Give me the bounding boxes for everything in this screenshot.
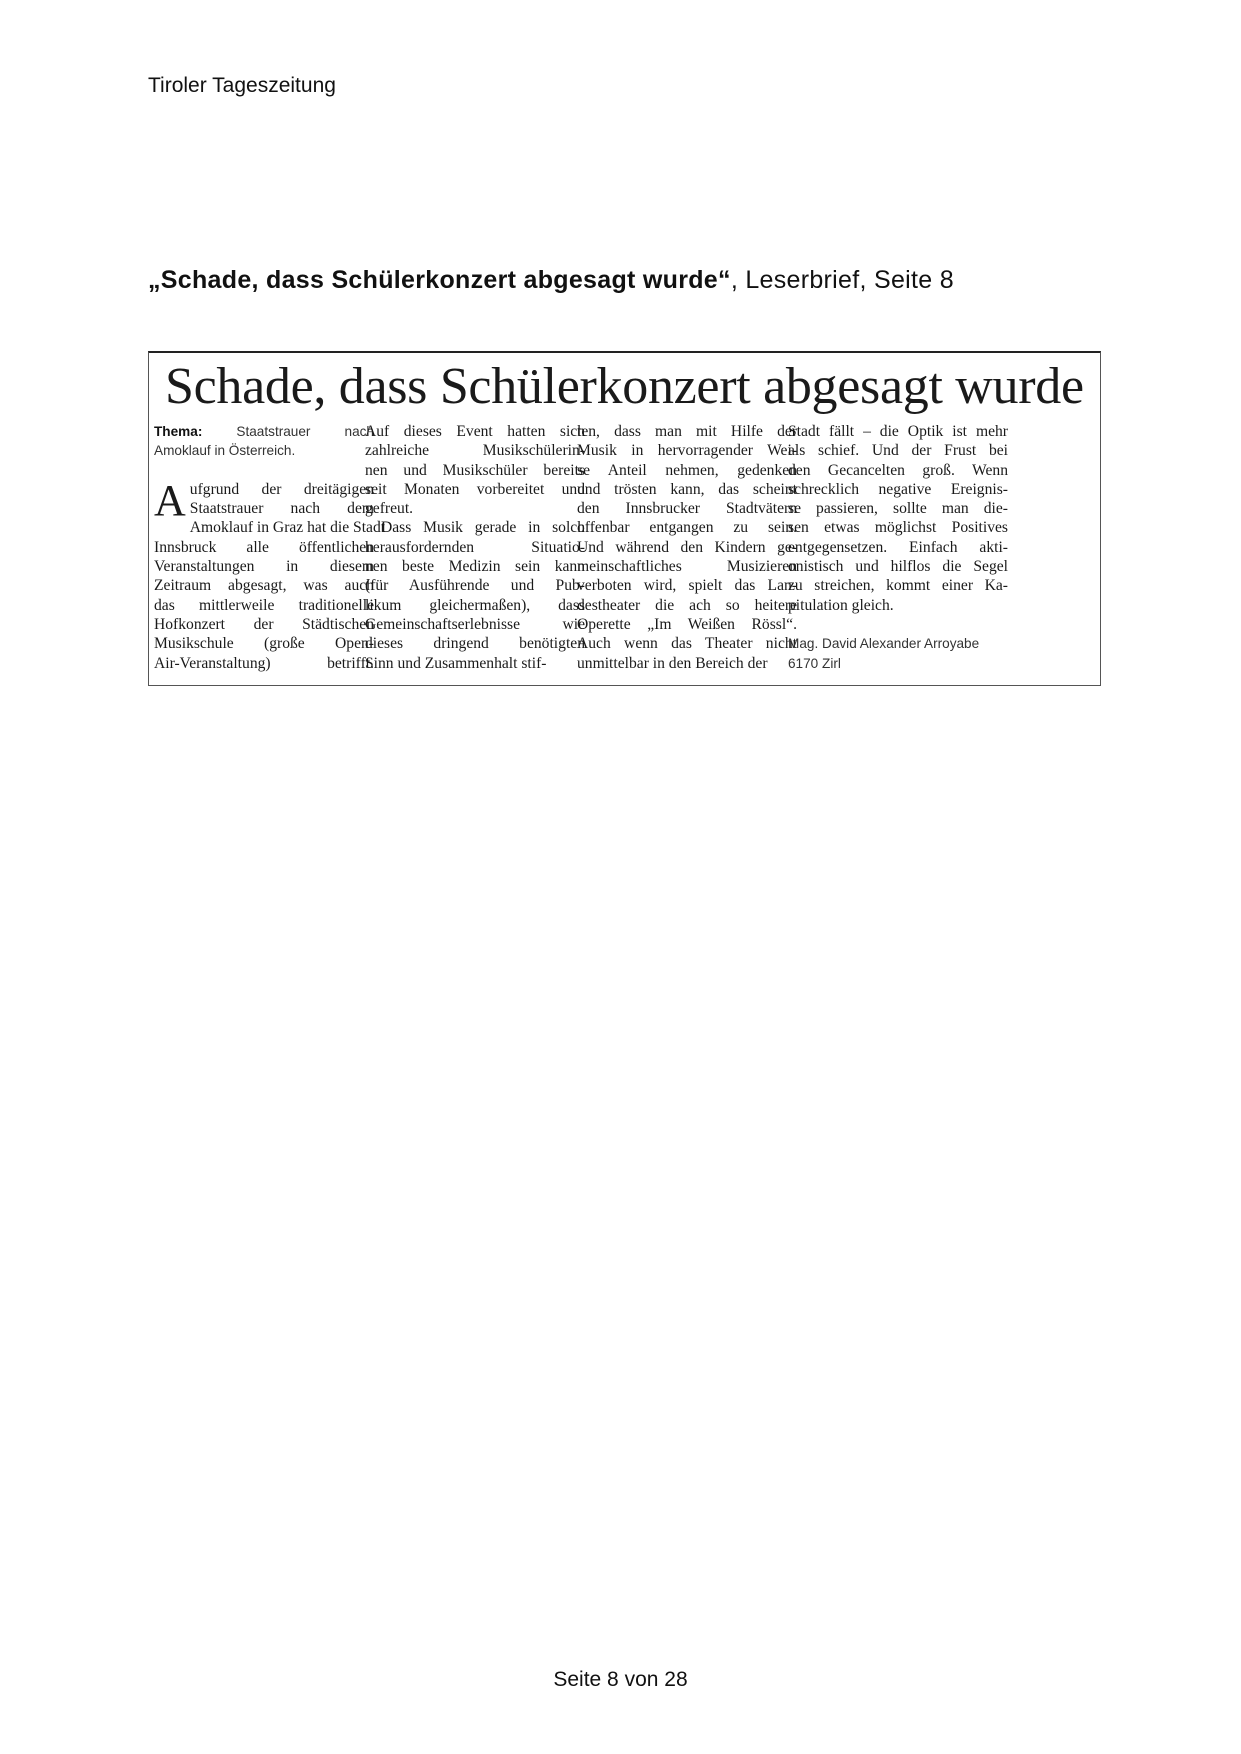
- article-line: nen beste Medizin sein kann: [365, 558, 585, 576]
- article-line: verboten wird, spielt das Lan-: [577, 577, 797, 595]
- article-line: schrecklich negative Ereignis-: [788, 480, 1008, 498]
- article-line: Air-Veranstaltung) betrifft.: [154, 654, 374, 672]
- thema-label: Thema:: [154, 424, 203, 439]
- article-line: und trösten kann, das scheint: [577, 480, 797, 498]
- article-line: Hofkonzert der Städtischen: [154, 615, 374, 633]
- article-line: Musik in hervorragender Wei-: [577, 442, 797, 460]
- article-reference: [148, 266, 954, 295]
- column-4: [788, 422, 1008, 673]
- article-line: den Gecancelten groß. Wenn: [788, 461, 1008, 479]
- article-line: se passieren, sollte man die-: [788, 500, 1008, 518]
- article-line: Auf dieses Event hatten sich: [365, 423, 585, 440]
- article-line: offenbar entgangen zu sein.: [577, 519, 797, 537]
- article-line: Operette „Im Weißen Rössl“.: [577, 615, 797, 633]
- article-line: meinschaftliches Musizieren: [577, 558, 797, 576]
- publication-name: Tiroler Tageszeitung: [148, 74, 336, 97]
- article-reference-title: „Schade, dass Schülerkonzert abgesagt wurde“: [148, 266, 731, 294]
- article-line: das mittlerweile traditionelle: [154, 596, 374, 614]
- clipping-headline: Schade, dass Schülerkonzert abgesagt wurde: [165, 358, 1084, 415]
- article-line: Musikschule (große Open-: [154, 635, 374, 653]
- article-line: pitulation gleich.: [788, 596, 894, 614]
- article-line: destheater die ach so heitere: [577, 596, 797, 614]
- article-line: sen etwas möglichst Positives: [788, 519, 1008, 537]
- article-line: Sinn und Zusammenhalt stif-: [365, 654, 547, 672]
- article-line: Stadt fällt – die Optik ist mehr: [788, 423, 1008, 440]
- column-1: [154, 422, 386, 673]
- article-line: dieses dringend benötigten: [365, 635, 585, 653]
- article-line: Zeitraum abgesagt, was auch: [154, 577, 374, 595]
- article-line: Dass Musik gerade in solch: [381, 519, 585, 537]
- article-line: (für Ausführende und Pub-: [365, 577, 585, 595]
- article-line: seit Monaten vorbereitet und: [365, 480, 585, 498]
- article-reference-info: , Leserbrief, Seite 8: [730, 266, 954, 294]
- article-line: Gemeinschaftserlebnisse wie: [365, 615, 585, 633]
- article-line: zu streichen, kommt einer Ka-: [788, 577, 1008, 595]
- article-line: den Innsbrucker Stadtvätern: [577, 500, 797, 518]
- article-line: se Anteil nehmen, gedenken: [577, 461, 797, 479]
- thema-line: Amoklauf in Österreich.: [154, 443, 296, 459]
- letter-author: Mag. David Alexander Arroyabe: [788, 636, 980, 652]
- column-3: [577, 422, 797, 673]
- article-line: Und während den Kindern ge-: [577, 538, 797, 556]
- article-line: entgegensetzen. Einfach akti-: [788, 538, 1008, 556]
- drop-cap: A: [154, 475, 186, 525]
- article-line: gefreut.: [365, 500, 414, 518]
- thema-text: Staatstrauer nach: [236, 424, 374, 439]
- article-line: ten, dass man mit Hilfe der: [577, 423, 797, 440]
- page-number: Seite 8 von 28: [553, 1668, 688, 1691]
- article-line: Amoklauf in Graz hat die Stadt: [189, 519, 386, 537]
- article-line: zahlreiche Musikschülerin-: [365, 442, 585, 460]
- article-line: Veranstaltungen in diesem: [154, 558, 374, 576]
- article-line: als schief. Und der Frust bei: [788, 442, 1008, 460]
- article-line: Auch wenn das Theater nicht: [577, 635, 797, 653]
- newspaper-clipping: [148, 351, 1101, 686]
- column-2: [365, 422, 585, 673]
- article-line: ufgrund der dreitägigen: [189, 480, 374, 498]
- article-line: herausfordernden Situatio-: [365, 538, 585, 556]
- letter-location: 6170 Zirl: [788, 655, 841, 671]
- article-line: Innsbruck alle öffentlichen: [154, 538, 374, 556]
- article-line: likum gleichermaßen), dass: [365, 596, 585, 614]
- article-line: nen und Musikschüler bereits: [365, 461, 585, 479]
- article-line: onistisch und hilflos die Segel: [788, 558, 1008, 576]
- thema-line: [154, 422, 374, 441]
- article-line: unmittelbar in den Bereich der: [577, 654, 768, 672]
- article-line: Staatstrauer nach dem: [189, 500, 374, 518]
